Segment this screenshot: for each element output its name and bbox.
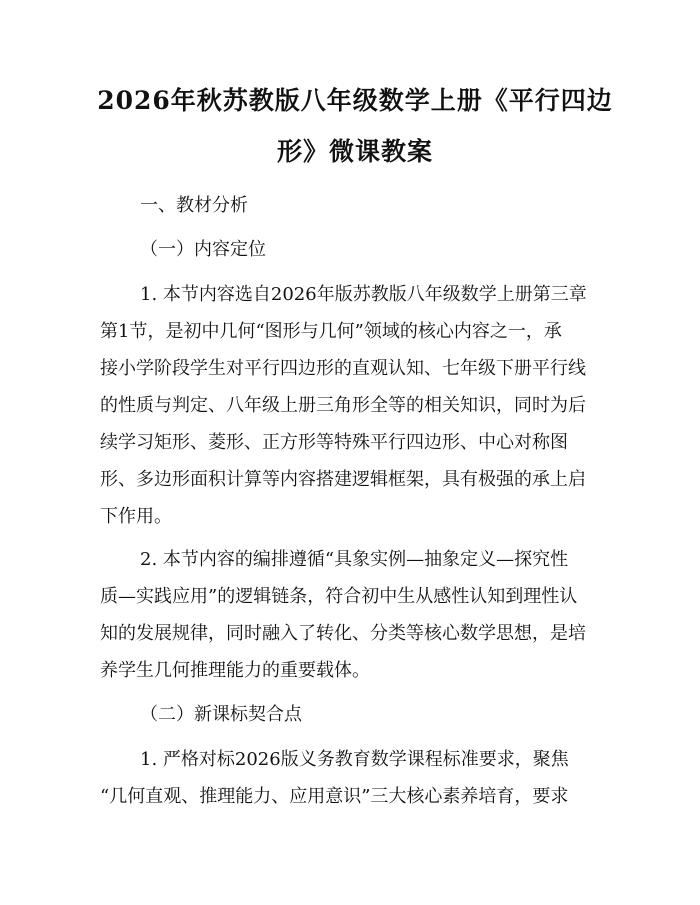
paragraph-line: 养学生几何推理能力的重要载体。	[100, 660, 370, 681]
page-title-line-2: 形》微课教案	[276, 137, 433, 166]
paragraph-line: 续学习矩形、菱形、正方形等特殊平行四边形、中心对称图	[100, 432, 568, 453]
paragraph-line: 1. 严格对标2026版义务教育数学课程标准要求，聚焦	[140, 749, 569, 770]
paragraph-line: 质—实践应用”的逻辑链条，符合初中生从感性认知到理性认	[100, 586, 578, 607]
paragraph-line: 2. 本节内容的编排遵循“具象实例—抽象定义—探究性	[140, 549, 569, 570]
subsection-heading: （二）新课标契合点	[140, 704, 302, 725]
page-title-line-1: 2026年秋苏教版八年级数学上册《平行四边	[97, 86, 613, 115]
paragraph-line: 的性质与判定、八年级上册三角形全等的相关知识，同时为后	[100, 395, 586, 416]
paragraph-line: 形、多边形面积计算等内容搭建逻辑框架，具有极强的承上启	[100, 469, 586, 490]
paragraph-line: 接小学阶段学生对平行四边形的直观认知、七年级下册平行线	[100, 358, 586, 379]
paragraph-line: “几何直观、推理能力、应用意识”三大核心素养培育，要求	[100, 786, 569, 807]
section-heading: 一、教材分析	[140, 195, 248, 216]
paragraph-line: 知的发展规律，同时融入了转化、分类等核心数学思想，是培	[100, 623, 586, 644]
paragraph-line: 第1节，是初中几何“图形与几何”领域的核心内容之一，承	[100, 321, 562, 342]
subsection-heading: （一）内容定位	[140, 239, 266, 260]
paragraph-line: 1. 本节内容选自2026年版苏教版八年级数学上册第三章	[140, 284, 587, 305]
paragraph-line: 下作用。	[100, 506, 172, 527]
